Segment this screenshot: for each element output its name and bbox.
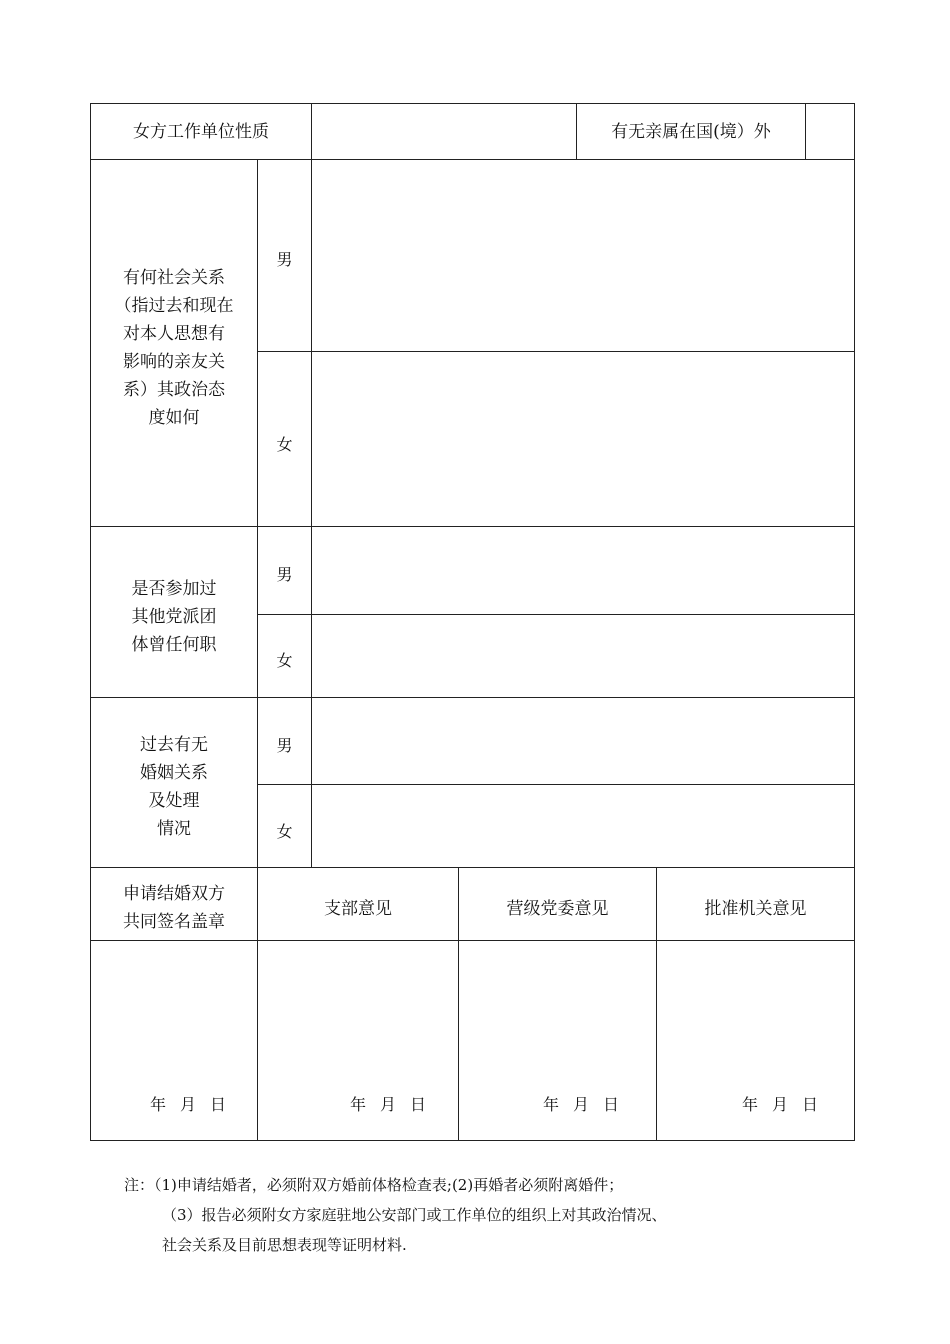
- applicant-date-month: 月: [180, 1095, 197, 1114]
- marriage-female-label: 女: [276, 822, 293, 841]
- previous-marriage-label-line-2: 婚姻关系: [140, 763, 208, 783]
- relatives-abroad-label: 有无亲属在国(境）外: [611, 122, 771, 142]
- battalion-party-committee-opinion-header: 营级党委意见: [506, 899, 609, 919]
- other-party-label-line-2: 其他党派团: [131, 607, 217, 627]
- other-party-label-line-3: 体曾任何职: [131, 635, 217, 655]
- approval-date: [742, 1095, 832, 1115]
- social-relations-label-line-3: 对本人思想有: [123, 324, 225, 344]
- applicant-date: [150, 1095, 240, 1115]
- social-relations-label: [91, 264, 257, 432]
- previous-marriage-label: [91, 731, 257, 843]
- approval-date-year: 年: [742, 1095, 759, 1114]
- branch-opinion-header: 支部意见: [324, 899, 392, 919]
- social-male-label: 男: [276, 250, 293, 269]
- social-male-answer-area[interactable]: [312, 160, 854, 351]
- battalion-date-year: 年: [543, 1095, 560, 1114]
- approval-authority-opinion-header: 批准机关意见: [704, 899, 807, 919]
- social-relations-label-line-5: 系）其政治态: [123, 380, 225, 400]
- battalion-date: [543, 1095, 633, 1115]
- social-relations-label-line-1: 有何社会关系: [123, 268, 225, 288]
- marriage-female-answer-area[interactable]: [312, 785, 854, 867]
- party-female-answer-area[interactable]: [312, 615, 854, 697]
- applicant-date-day: 日: [210, 1095, 227, 1114]
- previous-marriage-label-line-3: 及处理: [148, 791, 200, 811]
- applicant-date-year: 年: [150, 1095, 167, 1114]
- battalion-date-month: 月: [573, 1095, 590, 1114]
- branch-date: [350, 1095, 440, 1115]
- social-relations-label-line-2: （指过去和现在: [114, 296, 234, 316]
- applicant-signature-header-line-1: 申请结婚双方: [123, 884, 225, 904]
- relatives-abroad-field[interactable]: [806, 118, 854, 146]
- marriage-male-label: 男: [276, 736, 293, 755]
- note-line-3: 社会关系及目前思想表现等证明材料.: [162, 1236, 407, 1254]
- other-party-label: [91, 575, 257, 659]
- battalion-date-day: 日: [603, 1095, 620, 1114]
- approval-date-month: 月: [772, 1095, 789, 1114]
- party-male-answer-area[interactable]: [312, 527, 854, 614]
- social-female-answer-area[interactable]: [312, 352, 854, 526]
- social-female-label: 女: [276, 435, 293, 454]
- branch-date-day: 日: [410, 1095, 427, 1114]
- party-male-label: 男: [276, 565, 293, 584]
- social-relations-label-line-6: 度如何: [148, 408, 200, 428]
- party-female-label: 女: [276, 651, 293, 670]
- applicant-signature-header-line-2: 共同签名盖章: [123, 912, 225, 932]
- branch-date-month: 月: [380, 1095, 397, 1114]
- table-top-border: [90, 103, 855, 104]
- previous-marriage-label-line-1: 过去有无: [140, 735, 208, 755]
- row-divider-after-marriage: [90, 867, 855, 868]
- marriage-male-answer-area[interactable]: [312, 698, 854, 784]
- approval-date-day: 日: [802, 1095, 819, 1114]
- form-notes: [124, 1170, 844, 1260]
- female-work-unit-field[interactable]: [312, 118, 576, 146]
- table-bottom-border: [90, 1140, 855, 1141]
- note-line-2: （3）报告必须附女方家庭驻地公安部门或工作单位的组织上对其政治情况、: [162, 1206, 667, 1224]
- table-right-border: [854, 103, 855, 1141]
- note-line-1: 注：（1)申请结婚者，必须附双方婚前体格检查表;(2)再婚者必须附离婚件；: [124, 1176, 624, 1194]
- female-work-unit-label: 女方工作单位性质: [133, 122, 269, 142]
- previous-marriage-label-line-4: 情况: [157, 819, 191, 839]
- other-party-label-line-1: 是否参加过: [131, 579, 217, 599]
- branch-date-year: 年: [350, 1095, 367, 1114]
- applicant-signature-header: [91, 880, 257, 936]
- social-relations-label-line-4: 影响的亲友关: [123, 352, 225, 372]
